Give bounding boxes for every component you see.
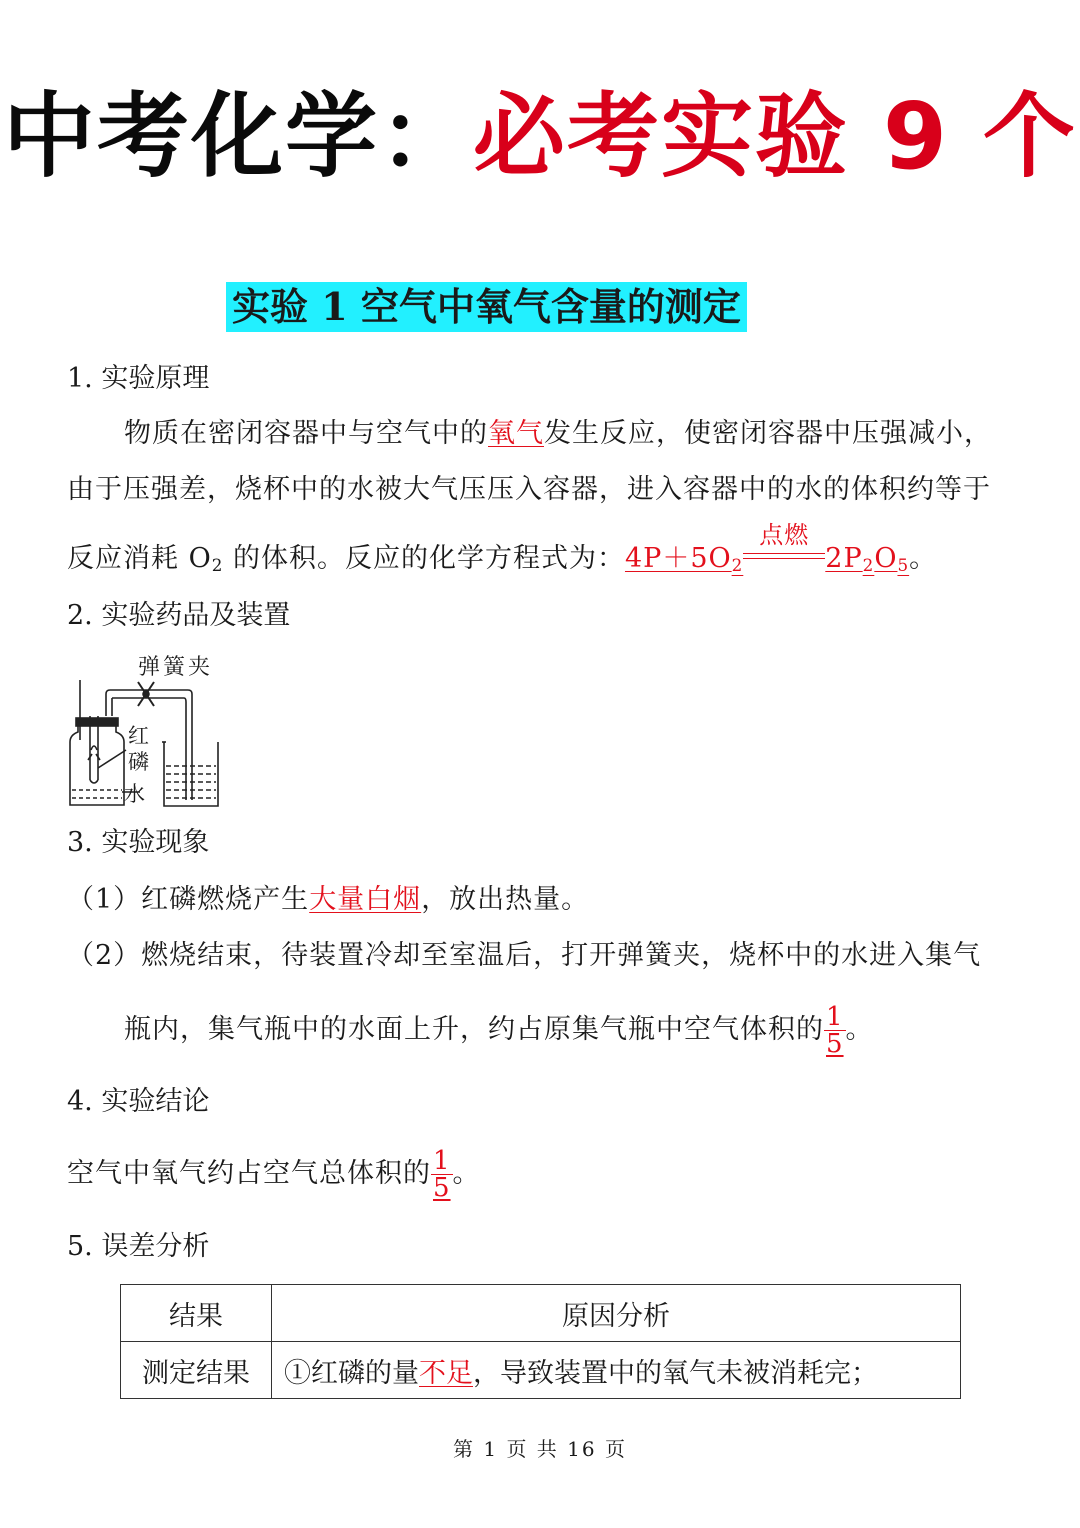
section-heading-phenomena: 3. 实验现象 xyxy=(67,827,210,858)
table-header: 结果 xyxy=(121,1285,272,1342)
answer-oxygen: 氧气 xyxy=(488,418,544,449)
principle-line-3 xyxy=(67,521,938,583)
text: 。 xyxy=(909,543,938,574)
chemical-equation xyxy=(624,521,910,583)
eq-sub: 5 xyxy=(897,555,910,576)
text: 瓶内，集气瓶中的水面上升，约占原集气瓶中空气体积的 xyxy=(124,1014,824,1045)
section-heading-apparatus: 2. 实验药品及装置 xyxy=(67,600,291,631)
principle-line-1 xyxy=(124,416,992,452)
experiment-title: 实验 1 空气中氧气含量的测定 xyxy=(226,282,747,332)
eq-right: O xyxy=(874,543,898,574)
text: ，放出热量。 xyxy=(421,884,590,915)
eq-sub: 2 xyxy=(731,555,744,576)
eq-condition: 点燃 xyxy=(759,521,810,549)
text: 。 xyxy=(845,1014,874,1045)
error-analysis-table xyxy=(120,1284,961,1399)
table-header: 原因分析 xyxy=(272,1285,961,1342)
fraction-denominator: 5 xyxy=(433,1172,451,1203)
fraction-one-fifth xyxy=(824,1001,846,1059)
eq-line-top xyxy=(743,553,825,554)
eq-line-bottom xyxy=(743,558,825,559)
phenomenon-1 xyxy=(67,882,589,918)
principle-line-2: 由于压强差，烧杯中的水被大气压压入容器，进入容器中的水的体积约等于 xyxy=(67,474,991,505)
table-header-row xyxy=(121,1285,961,1342)
table-cell: 测定结果 xyxy=(121,1342,272,1399)
answer-insufficient: 不足 xyxy=(419,1357,473,1389)
fraction-denominator: 5 xyxy=(826,1028,844,1059)
section-heading-error-analysis: 5. 误差分析 xyxy=(67,1231,210,1262)
fraction-numerator: 1 xyxy=(433,1145,451,1176)
phenomenon-2-line-2 xyxy=(124,998,874,1062)
text: 的体积。反应的化学方程式为： xyxy=(223,543,625,574)
table-cell xyxy=(272,1342,961,1399)
answer-white-smoke: 大量白烟 xyxy=(309,884,422,915)
subscript: 2 xyxy=(211,555,224,576)
text: ，导致装置中的氧气未被消耗完； xyxy=(473,1357,878,1389)
page-title xyxy=(0,82,1080,192)
label-water: 水 xyxy=(124,782,145,806)
fraction-numerator: 1 xyxy=(826,1001,844,1032)
eq-left: 4P＋5O xyxy=(624,543,732,574)
text: 发生反应，使密闭容器中压强减小， xyxy=(544,418,992,449)
text: （1）红磷燃烧产生 xyxy=(67,884,310,915)
text: 。 xyxy=(452,1158,481,1189)
eq-sub: 2 xyxy=(862,555,875,576)
text: ①红磷的量 xyxy=(284,1357,419,1389)
phenomenon-2-line-1: （2）燃烧结束，待装置冷却至室温后，打开弹簧夹，烧杯中的水进入集气 xyxy=(67,940,982,971)
conclusion-text xyxy=(67,1142,481,1206)
section-heading-principle: 1. 实验原理 xyxy=(67,363,210,394)
eq-right: 2P xyxy=(825,543,863,574)
text: 空气中氧气约占空气总体积的 xyxy=(67,1158,431,1189)
section-heading-conclusion: 4. 实验结论 xyxy=(67,1086,210,1117)
fraction-one-fifth xyxy=(431,1145,453,1203)
eq-arrow xyxy=(743,521,825,567)
label-red: 红 xyxy=(128,724,149,748)
page-footer: 第 1 页 共 16 页 xyxy=(453,1437,627,1461)
table-row xyxy=(121,1342,961,1399)
label-spring-clip: 弹簧夹 xyxy=(138,655,214,680)
text: 物质在密闭容器中与空气中的 xyxy=(124,418,488,449)
page-title-red: 必考实验 9 个 xyxy=(472,83,1078,190)
page-title-black: 中考化学： xyxy=(2,83,473,190)
text: 反应消耗 O xyxy=(67,543,212,574)
label-phosphorus: 磷 xyxy=(128,750,149,774)
